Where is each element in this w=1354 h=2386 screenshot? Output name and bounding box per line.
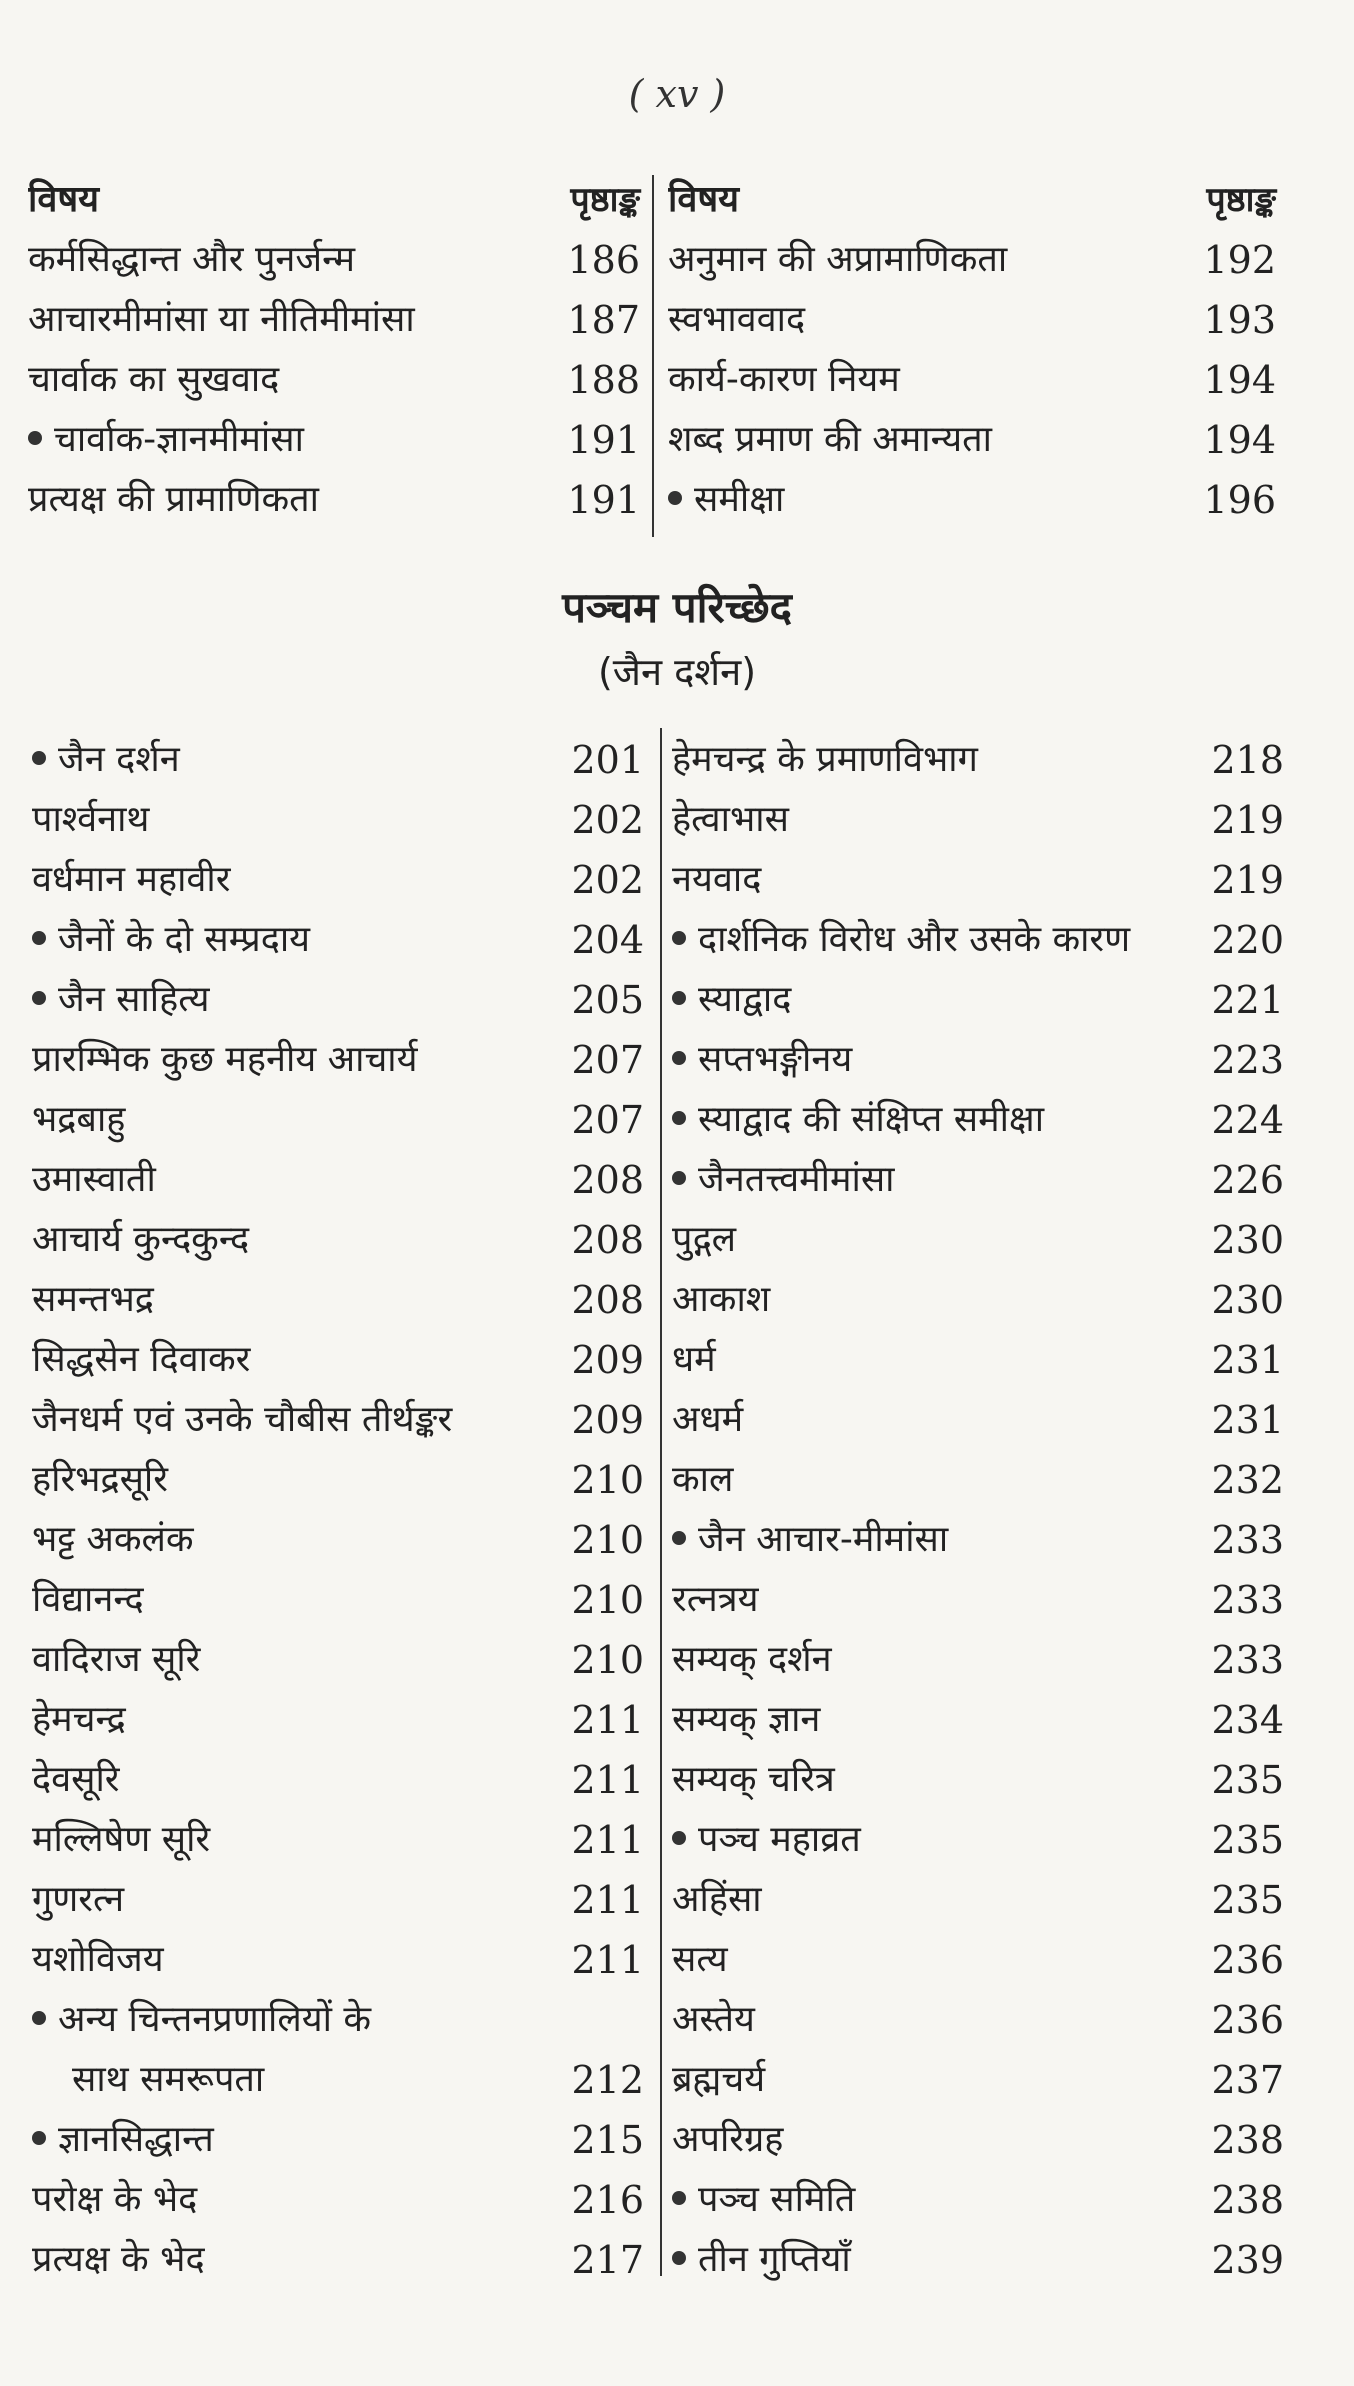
toc-entry-title — [28, 230, 557, 290]
toc-entry-text: ज्ञानसिद्धान्त — [58, 2119, 214, 2160]
toc-entry-title — [32, 1750, 561, 1810]
toc-entry-text: काल — [672, 1459, 734, 1500]
toc-entry — [28, 410, 640, 470]
toc-entry — [668, 290, 1276, 350]
bullet-icon — [672, 1171, 686, 1185]
toc-entry-page: 212 — [571, 2058, 644, 2102]
toc-entry-text: शब्द प्रमाण की अमान्यता — [668, 419, 992, 460]
toc-entry-title — [668, 350, 1193, 410]
toc-entry-text: अहिंसा — [672, 1879, 762, 1920]
column-divider — [660, 728, 662, 2276]
toc-entry-page: 211 — [571, 1758, 644, 1802]
toc-entry-title — [672, 1510, 1201, 1570]
toc-entry-title — [32, 1870, 561, 1930]
toc-entry — [672, 1570, 1284, 1630]
toc-entry-page: 188 — [567, 358, 640, 402]
toc-entry-text: जैन दर्शन — [58, 739, 180, 780]
toc-entry-title — [672, 850, 1201, 910]
main-right-column — [672, 730, 1284, 2290]
toc-entry-title — [672, 1570, 1201, 1630]
toc-entry-page: 193 — [1203, 298, 1276, 342]
bullet-icon — [28, 431, 42, 445]
toc-entry-title — [672, 1030, 1201, 1090]
toc-entry-title — [28, 290, 557, 350]
toc-entry-text: हेमचन्द्र — [32, 1699, 126, 1740]
toc-entry-text: सिद्धसेन दिवाकर — [32, 1339, 251, 1380]
toc-entry — [672, 1450, 1284, 1510]
toc-entry-page: 224 — [1211, 1098, 1284, 1142]
toc-entry-title — [32, 1450, 561, 1510]
toc-entry-title — [672, 1330, 1201, 1390]
toc-entry-page: 215 — [571, 2118, 644, 2162]
toc-entry-page: 211 — [571, 1818, 644, 1862]
toc-entry-text: पञ्च महाव्रत — [698, 1819, 861, 1860]
toc-entry-text: सम्यक् दर्शन — [672, 1639, 832, 1680]
toc-entry-text: हेत्वाभास — [672, 799, 789, 840]
bullet-icon — [668, 491, 682, 505]
toc-entry — [672, 910, 1284, 970]
toc-entry-text: सम्यक् चरित्र — [672, 1759, 835, 1800]
toc-entry-title — [28, 410, 557, 470]
toc-entry-page: 223 — [1211, 1038, 1284, 1082]
top-left-column — [28, 170, 640, 530]
toc-entry-title — [672, 1690, 1201, 1750]
toc-entry-page: 205 — [571, 978, 644, 1022]
toc-entry — [28, 470, 640, 530]
toc-entry-title — [32, 1990, 634, 2050]
toc-entry-title — [672, 1390, 1201, 1450]
toc-entry — [32, 850, 644, 910]
toc-entry-title — [672, 910, 1201, 970]
toc-entry-page: 194 — [1203, 358, 1276, 402]
toc-entry-text: सत्य — [672, 1939, 728, 1980]
column-header — [668, 170, 1276, 230]
toc-entry-text: चार्वाक का सुखवाद — [28, 359, 280, 400]
toc-entry-title — [72, 2050, 561, 2110]
toc-list — [672, 730, 1284, 2290]
toc-entry-page: 238 — [1211, 2178, 1284, 2222]
toc-entry-title — [32, 850, 561, 910]
toc-entry-text: आचार्य कुन्दकुन्द — [32, 1219, 250, 1260]
toc-entry — [32, 1990, 644, 2050]
toc-entry-page: 221 — [1211, 978, 1284, 1022]
toc-entry — [672, 2230, 1284, 2290]
toc-entry-title — [668, 410, 1193, 470]
toc-entry — [32, 1030, 644, 1090]
toc-entry-page: 210 — [571, 1458, 644, 1502]
bullet-icon — [672, 931, 686, 945]
toc-entry-page: 210 — [571, 1638, 644, 1682]
toc-entry-title — [32, 1630, 561, 1690]
toc-entry-title — [672, 1750, 1201, 1810]
bullet-icon — [672, 1051, 686, 1065]
toc-entry-page: 191 — [567, 418, 640, 462]
toc-entry-page: 209 — [571, 1398, 644, 1442]
toc-entry-text: पार्श्वनाथ — [32, 799, 150, 840]
toc-entry-page: 236 — [1211, 1998, 1284, 2042]
toc-entry-title — [672, 1990, 1201, 2050]
toc-entry — [672, 1030, 1284, 1090]
toc-entry-text: उमास्वाती — [32, 1159, 156, 1200]
toc-entry-title — [32, 790, 561, 850]
bullet-icon — [672, 1831, 686, 1845]
bullet-icon — [32, 2011, 46, 2025]
toc-entry — [672, 1330, 1284, 1390]
toc-entry — [28, 290, 640, 350]
toc-entry-page: 186 — [567, 238, 640, 282]
toc-entry-title — [32, 730, 561, 790]
toc-entry-title — [32, 1330, 561, 1390]
toc-entry — [672, 1690, 1284, 1750]
subject-heading: विषय — [668, 179, 740, 220]
toc-entry-title — [668, 230, 1193, 290]
toc-entry — [672, 1990, 1284, 2050]
toc-entry-text: सप्तभङ्गीनय — [698, 1039, 853, 1080]
toc-entry-title — [672, 1210, 1201, 1270]
toc-entry-text: वर्धमान महावीर — [32, 859, 231, 900]
toc-entry-title — [672, 1450, 1201, 1510]
toc-entry-text: अनुमान की अप्रामाणिकता — [668, 239, 1008, 280]
toc-entry-page: 230 — [1211, 1218, 1284, 1262]
toc-entry-title — [672, 2170, 1201, 2230]
toc-entry — [32, 2110, 644, 2170]
toc-entry-page: 231 — [1211, 1398, 1284, 1442]
toc-entry — [32, 1510, 644, 1570]
toc-entry-text: समन्तभद्र — [32, 1279, 154, 1320]
toc-entry-page: 219 — [1211, 858, 1284, 902]
toc-entry-text: जैनतत्त्वमीमांसा — [698, 1159, 895, 1200]
toc-entry-text: अस्तेय — [672, 1999, 755, 2040]
toc-entry-page: 202 — [571, 798, 644, 842]
toc-entry-page: 233 — [1211, 1638, 1284, 1682]
toc-entry — [668, 230, 1276, 290]
toc-entry-text: जैनों के दो सम्प्रदाय — [58, 919, 311, 960]
toc-entry-text: स्याद्वाद की संक्षिप्त समीक्षा — [698, 1099, 1045, 1140]
bullet-icon — [32, 2131, 46, 2145]
toc-entry-text: देवसूरि — [32, 1759, 120, 1800]
bullet-icon — [672, 1111, 686, 1125]
toc-entry-text: अधर्म — [672, 1399, 744, 1440]
toc-entry-page: 226 — [1211, 1158, 1284, 1202]
toc-entry-title — [672, 2050, 1201, 2110]
toc-entry-text: नयवाद — [672, 859, 762, 900]
toc-entry — [668, 410, 1276, 470]
toc-entry — [28, 230, 640, 290]
toc-entry-page: 236 — [1211, 1938, 1284, 1982]
toc-entry-text: आकाश — [672, 1279, 771, 1320]
page-number: ( xv ) — [628, 72, 726, 116]
toc-entry-page: 235 — [1211, 1758, 1284, 1802]
toc-entry — [32, 2050, 644, 2110]
toc-entry — [672, 2050, 1284, 2110]
toc-entry-text: धर्म — [672, 1339, 716, 1380]
toc-entry-title — [672, 1870, 1201, 1930]
toc-entry-text: भद्रबाहु — [32, 1099, 126, 1140]
toc-entry-text: परोक्ष के भेद — [32, 2179, 198, 2220]
toc-entry-page: 233 — [1211, 1518, 1284, 1562]
bullet-icon — [32, 991, 46, 1005]
toc-entry-title — [672, 1630, 1201, 1690]
toc-entry — [32, 2230, 644, 2290]
toc-entry — [32, 2170, 644, 2230]
toc-entry-page: 217 — [571, 2238, 644, 2282]
toc-entry-title — [32, 1090, 561, 1150]
toc-entry — [32, 790, 644, 850]
page-heading: पृष्ठाङ्क — [570, 180, 640, 220]
toc-entry-page: 211 — [571, 1698, 644, 1742]
toc-entry-page: 209 — [571, 1338, 644, 1382]
main-left-column — [32, 730, 644, 2290]
toc-entry-text: ब्रह्मचर्य — [672, 2059, 766, 2100]
toc-entry — [672, 2170, 1284, 2230]
toc-entry — [672, 1090, 1284, 1150]
toc-entry — [672, 1810, 1284, 1870]
toc-entry-page: 208 — [571, 1278, 644, 1322]
toc-entry-page: 216 — [571, 2178, 644, 2222]
toc-entry — [32, 1870, 644, 1930]
toc-entry — [32, 1930, 644, 1990]
toc-entry-page: 196 — [1203, 478, 1276, 522]
toc-entry-title — [672, 1810, 1201, 1870]
toc-entry-page: 235 — [1211, 1818, 1284, 1862]
toc-entry-title — [672, 2110, 1201, 2170]
toc-entry-text: पञ्च समिति — [698, 2179, 856, 2220]
page-heading: पृष्ठाङ्क — [1206, 180, 1276, 220]
toc-entry-page: 208 — [571, 1218, 644, 1262]
toc-entry-title — [672, 790, 1201, 850]
toc-entry-text: जैनधर्म एवं उनके चौबीस तीर्थङ्कर — [32, 1399, 453, 1440]
toc-entry-text: हेमचन्द्र के प्रमाणविभाग — [672, 739, 978, 780]
toc-entry — [668, 470, 1276, 530]
toc-entry-text: गुणरत्न — [32, 1879, 125, 1920]
bullet-icon — [672, 991, 686, 1005]
toc-entry-page: 201 — [571, 738, 644, 782]
toc-entry-page: 191 — [567, 478, 640, 522]
toc-entry-text: मल्लिषेण सूरि — [32, 1819, 211, 1860]
toc-list — [32, 730, 644, 2290]
toc-entry — [672, 1510, 1284, 1570]
toc-entry-page: 192 — [1203, 238, 1276, 282]
toc-entry — [32, 1810, 644, 1870]
toc-entry-title — [672, 2230, 1201, 2290]
toc-entry-page: 220 — [1211, 918, 1284, 962]
toc-entry-title — [32, 2230, 561, 2290]
toc-entry-title — [32, 970, 561, 1030]
toc-entry — [672, 1210, 1284, 1270]
toc-entry — [672, 2110, 1284, 2170]
toc-entry-page: 230 — [1211, 1278, 1284, 1322]
column-header — [28, 170, 640, 230]
toc-entry-page: 207 — [571, 1038, 644, 1082]
toc-entry-title — [668, 290, 1193, 350]
toc-entry-text: यशोविजय — [32, 1939, 164, 1980]
column-divider — [652, 175, 654, 537]
toc-entry-text: प्रत्यक्ष के भेद — [32, 2239, 205, 2280]
toc-entry — [668, 350, 1276, 410]
toc-entry-text: समीक्षा — [694, 479, 785, 520]
toc-entry — [32, 1150, 644, 1210]
toc-entry-page: 207 — [571, 1098, 644, 1142]
toc-entry-title — [672, 1270, 1201, 1330]
toc-entry-title — [32, 1390, 561, 1450]
toc-entry-title — [672, 730, 1201, 790]
toc-entry — [672, 790, 1284, 850]
toc-entry-title — [672, 970, 1201, 1030]
toc-entry-page: 208 — [571, 1158, 644, 1202]
toc-entry-title — [668, 470, 1193, 530]
toc-entry-text: दार्शनिक विरोध और उसके कारण — [698, 919, 1131, 960]
chapter-title: पञ्चम परिच्छेद — [562, 583, 792, 632]
toc-entry-page: 238 — [1211, 2118, 1284, 2162]
bullet-icon — [672, 1531, 686, 1545]
toc-entry-text: स्वभाववाद — [668, 299, 806, 340]
toc-entry-text: चार्वाक-ज्ञानमीमांसा — [54, 419, 304, 460]
toc-entry-page: 210 — [571, 1518, 644, 1562]
toc-entry-title — [32, 1570, 561, 1630]
toc-entry-text: वादिराज सूरि — [32, 1639, 201, 1680]
toc-entry-page: 211 — [571, 1938, 644, 1982]
toc-entry-page: 239 — [1211, 2238, 1284, 2282]
toc-entry-title — [32, 1210, 561, 1270]
toc-entry-text: तीन गुप्तियाँ — [698, 2239, 851, 2280]
toc-entry-title — [28, 470, 557, 530]
toc-entry-text: प्रारम्भिक कुछ महनीय आचार्य — [32, 1039, 418, 1080]
toc-entry-page: 235 — [1211, 1878, 1284, 1922]
toc-entry-text: जैन साहित्य — [58, 979, 210, 1020]
toc-entry — [672, 970, 1284, 1030]
subject-heading: विषय — [28, 179, 100, 220]
toc-entry — [672, 1630, 1284, 1690]
toc-entry — [32, 1450, 644, 1510]
toc-entry — [672, 1750, 1284, 1810]
toc-entry-title — [672, 1090, 1201, 1150]
toc-entry-page: 234 — [1211, 1698, 1284, 1742]
toc-entry — [32, 1570, 644, 1630]
toc-list — [28, 230, 640, 530]
toc-entry-text: प्रत्यक्ष की प्रामाणिकता — [28, 479, 319, 520]
toc-entry-page: 187 — [567, 298, 640, 342]
toc-entry — [32, 1390, 644, 1450]
toc-entry-text: अन्य चिन्तनप्रणालियों के — [58, 1999, 372, 2040]
toc-entry-text: पुद्गल — [672, 1219, 737, 1260]
toc-entry-page: 194 — [1203, 418, 1276, 462]
toc-entry-text: कर्मसिद्धान्त और पुनर्जन्म — [28, 239, 356, 280]
toc-entry-title — [28, 350, 557, 410]
toc-entry-page: 231 — [1211, 1338, 1284, 1382]
toc-entry — [672, 850, 1284, 910]
toc-entry-text: कार्य-कारण नियम — [668, 359, 900, 400]
toc-entry — [672, 730, 1284, 790]
chapter-subtitle: (जैन दर्शन) — [597, 650, 757, 694]
toc-entry-page: 202 — [571, 858, 644, 902]
toc-entry-text: साथ समरूपता — [72, 2059, 265, 2100]
toc-entry-text: जैन आचार-मीमांसा — [698, 1519, 949, 1560]
toc-entry-title — [32, 1810, 561, 1870]
toc-entry — [672, 1150, 1284, 1210]
toc-entry-title — [672, 1930, 1201, 1990]
toc-entry-text: भट्ट अकलंक — [32, 1519, 194, 1560]
toc-entry — [28, 350, 640, 410]
toc-entry-text: अपरिग्रह — [672, 2119, 784, 2160]
toc-entry-page: 233 — [1211, 1578, 1284, 1622]
toc-entry-title — [32, 1930, 561, 1990]
top-right-column — [668, 170, 1276, 530]
toc-entry-title — [32, 1030, 561, 1090]
toc-entry-page: 232 — [1211, 1458, 1284, 1502]
toc-entry-title — [32, 2110, 561, 2170]
toc-entry — [672, 1390, 1284, 1450]
toc-entry-text: स्याद्वाद — [698, 979, 792, 1020]
toc-entry-page: 211 — [571, 1878, 644, 1922]
toc-entry-title — [32, 1270, 561, 1330]
toc-entry-text: हरिभद्रसूरि — [32, 1459, 168, 1500]
toc-entry-title — [32, 910, 561, 970]
toc-entry-title — [32, 1690, 561, 1750]
toc-entry — [672, 1930, 1284, 1990]
bullet-icon — [32, 931, 46, 945]
toc-entry-title — [32, 1150, 561, 1210]
bullet-icon — [672, 2191, 686, 2205]
toc-entry-title — [32, 2170, 561, 2230]
toc-entry — [32, 1270, 644, 1330]
toc-entry — [32, 730, 644, 790]
toc-entry — [32, 1090, 644, 1150]
toc-entry — [672, 1870, 1284, 1930]
toc-entry-title — [672, 1150, 1201, 1210]
toc-entry-text: आचारमीमांसा या नीतिमीमांसा — [28, 299, 415, 340]
bullet-icon — [672, 2251, 686, 2265]
toc-entry — [32, 1330, 644, 1390]
toc-entry — [32, 1750, 644, 1810]
toc-entry — [32, 970, 644, 1030]
toc-entry — [32, 910, 644, 970]
toc-entry-title — [32, 1510, 561, 1570]
toc-entry-page: 210 — [571, 1578, 644, 1622]
toc-entry-page: 237 — [1211, 2058, 1284, 2102]
toc-entry-page: 219 — [1211, 798, 1284, 842]
toc-entry — [32, 1210, 644, 1270]
toc-entry-text: विद्यानन्द — [32, 1579, 144, 1620]
bullet-icon — [32, 751, 46, 765]
toc-entry-text: रत्नत्रय — [672, 1579, 759, 1620]
toc-entry — [672, 1270, 1284, 1330]
toc-entry-text: सम्यक् ज्ञान — [672, 1699, 821, 1740]
toc-entry — [32, 1690, 644, 1750]
toc-entry — [32, 1630, 644, 1690]
toc-entry-page: 204 — [571, 918, 644, 962]
toc-list — [668, 230, 1276, 530]
toc-entry-page: 218 — [1211, 738, 1284, 782]
